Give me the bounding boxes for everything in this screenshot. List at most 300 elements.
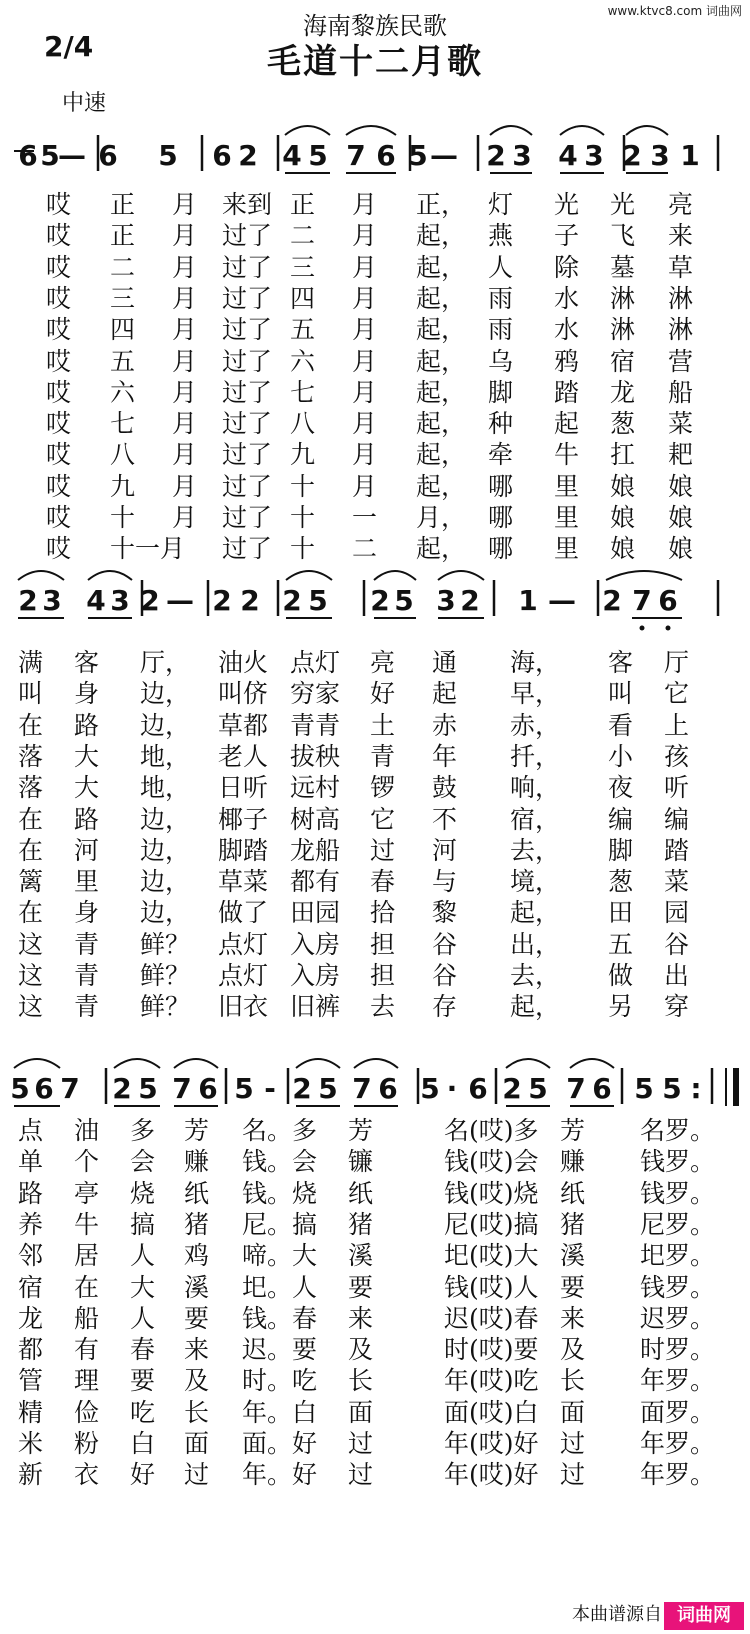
lyric-word: 点灯 <box>290 648 341 677</box>
lyric-word: 做 <box>608 961 634 990</box>
lyric-word: 月 <box>352 252 378 282</box>
lyric-word: 过 <box>370 835 396 865</box>
lyric-word: 客 <box>74 648 100 677</box>
lyric-word: 娘 <box>668 534 694 564</box>
lyric-word: 圯。人 <box>242 1272 318 1302</box>
lyric-word: 单 <box>18 1147 44 1177</box>
lyric-word: 谷 <box>432 929 458 959</box>
lyric-word: 哎 <box>46 377 72 407</box>
lyric-word: 五 <box>290 315 316 345</box>
lyric-word: 点灯 <box>218 929 269 959</box>
lyric-word: 溪 <box>184 1272 210 1302</box>
lyric-row <box>0 472 750 502</box>
site-watermark: www.ktvc8.com 词曲网 <box>607 4 742 18</box>
lyric-word: 响， <box>510 773 561 803</box>
lyric-row <box>0 253 750 283</box>
lyric-word: 叫 <box>18 679 44 709</box>
lyric-word: 里 <box>554 503 580 532</box>
lyric-word: 入房 <box>290 961 341 990</box>
lyric-word: 除 <box>554 252 580 282</box>
lyric-word: 夜 <box>608 773 634 803</box>
lyric-word: 老人 <box>218 741 269 771</box>
lyric-word: 月 <box>172 283 198 313</box>
lyric-word: 十 <box>110 503 136 532</box>
lyric-word: 墓 <box>610 252 636 282</box>
lyric-row <box>0 315 750 345</box>
lyric-word: 都 <box>18 1335 44 1365</box>
lyric-word: 菜 <box>668 409 694 439</box>
lyric-word: 叫 <box>608 679 634 709</box>
note: 3 <box>650 139 670 172</box>
lyric-word: 月 <box>352 440 378 470</box>
lyric-word: 面。好 <box>242 1429 318 1458</box>
lyric-word: 边， <box>140 710 191 740</box>
lyric-word: 它 <box>370 804 396 834</box>
lyric-word: 起， <box>416 346 467 376</box>
lyric-word: 落 <box>18 741 44 771</box>
lyric-word: 年 <box>432 741 458 771</box>
lyric-word: 起 <box>432 679 458 709</box>
lyric-row <box>0 1147 750 1177</box>
lyric-word: 赚 <box>184 1147 210 1177</box>
lyric-word: 过 <box>560 1460 586 1490</box>
note: - <box>264 1072 276 1105</box>
lyric-word: 正 <box>110 221 136 251</box>
lyric-word: 哎 <box>46 221 72 251</box>
lyric-word: 亭 <box>74 1178 100 1208</box>
lyric-row <box>0 773 750 803</box>
lyric-word: 十 <box>290 471 316 501</box>
lyric-word: 灯 <box>488 190 514 219</box>
note: 7 <box>566 1072 586 1105</box>
note: 2 <box>212 584 232 617</box>
lyric-word: 月 <box>352 315 378 345</box>
lyric-word: 赤 <box>432 710 458 740</box>
lyric-word: 营 <box>668 346 694 376</box>
note: 5 <box>234 1072 254 1105</box>
lyric-word: 脚 <box>488 377 514 407</box>
lyric-word: 年(哎)好 <box>444 1429 539 1458</box>
note: 2 <box>240 584 260 617</box>
lyric-word: 担 <box>370 929 396 959</box>
lyric-word: 龙 <box>18 1303 44 1333</box>
lyric-word: 时。吃 <box>242 1366 318 1396</box>
lyric-word: 年罗。 <box>640 1429 716 1458</box>
lyric-word: 一 <box>352 503 378 532</box>
lyric-word: 宿， <box>510 804 561 834</box>
lyric-word: 娘 <box>610 471 636 501</box>
lyric-word: 月 <box>352 409 378 439</box>
lyric-word: 厅， <box>140 648 191 677</box>
lyric-word: 远村 <box>290 773 341 803</box>
lyric-word: 扛 <box>610 440 636 470</box>
lyric-row <box>0 961 750 991</box>
lyric-word: 来 <box>348 1303 374 1333</box>
lyric-word: 时(哎)要 <box>444 1335 539 1365</box>
lyric-word: 及 <box>560 1335 586 1365</box>
lyric-word: 纸 <box>560 1178 586 1208</box>
lyric-word: 起， <box>416 409 467 439</box>
lyric-word: 五 <box>608 929 634 959</box>
lyric-word: 起， <box>416 534 467 564</box>
lyric-row <box>0 1398 750 1428</box>
lyric-word: 要 <box>348 1272 374 1302</box>
lyric-word: 亮 <box>370 648 396 677</box>
lyric-word: 七 <box>110 409 136 439</box>
note: 7 <box>352 1072 372 1105</box>
lyric-word: 月 <box>172 252 198 282</box>
lyric-word: 大 <box>130 1272 156 1302</box>
lyric-word: 日听 <box>218 773 269 803</box>
lyric-word: 篱 <box>18 867 44 897</box>
lyric-word: 月 <box>172 409 198 439</box>
lyric-word: 厅 <box>664 648 690 677</box>
lyric-word: 过了 <box>222 221 273 251</box>
lyric-word: 油火 <box>218 648 269 677</box>
lyric-word: 年。白 <box>242 1397 318 1427</box>
note: 2 <box>282 584 302 617</box>
lyric-word: 土 <box>370 710 396 740</box>
lyric-word: 过了 <box>222 252 273 282</box>
note: — <box>166 584 194 617</box>
lyric-word: 大 <box>74 773 100 803</box>
lyric-word: 入房 <box>290 929 341 959</box>
note: 1 <box>518 584 538 617</box>
note: 6 <box>198 1072 218 1105</box>
lyric-word: 来到 <box>222 190 273 219</box>
lyric-row <box>0 378 750 408</box>
note: 5 <box>318 1072 338 1105</box>
note: 3 <box>110 584 130 617</box>
lyric-word: 黎 <box>432 898 458 928</box>
lyric-word: 水 <box>554 283 580 313</box>
lyric-word: 好 <box>370 679 396 709</box>
lyric-word: 宿 <box>18 1272 44 1302</box>
lyric-word: 名罗。 <box>640 1116 716 1145</box>
lyric-row <box>0 930 750 960</box>
lyric-word: 去， <box>510 835 561 865</box>
lyric-word: 月 <box>172 190 198 219</box>
lyric-word: 起 <box>554 409 580 439</box>
lyric-word: 里 <box>554 471 580 501</box>
lyric-row <box>0 898 750 928</box>
note: 5 <box>634 1072 654 1105</box>
lyric-word: 鸦 <box>554 346 580 376</box>
lyric-word: 八 <box>110 440 136 470</box>
note: : <box>690 1072 702 1105</box>
lyric-row <box>0 534 750 564</box>
lyric-word: 脚踏 <box>218 835 269 865</box>
lyric-word: 哎 <box>46 503 72 532</box>
lyric-word: 哪 <box>488 503 514 532</box>
lyric-word: 赚 <box>560 1147 586 1177</box>
lyric-word: 纸 <box>348 1178 374 1208</box>
note: 2 <box>370 584 390 617</box>
note: 5 <box>158 139 178 172</box>
lyric-word: 拾 <box>370 898 396 928</box>
lyric-word: 哎 <box>46 283 72 313</box>
lyric-word: 在 <box>74 1272 100 1302</box>
lyric-word: 过了 <box>222 315 273 345</box>
note: 6 <box>18 139 38 172</box>
lyric-word: 去 <box>370 992 396 1022</box>
lyric-word: 编 <box>608 804 634 834</box>
note: 6 <box>592 1072 612 1105</box>
lyric-word: 龙船 <box>290 835 341 865</box>
lyric-word: 过了 <box>222 440 273 470</box>
lyric-word: 年罗。 <box>640 1460 716 1490</box>
lyric-word: 旧裤 <box>290 992 341 1022</box>
lyric-row <box>0 1429 750 1459</box>
lyric-row <box>0 867 750 897</box>
lyric-word: 光 <box>554 190 580 219</box>
lyric-word: 宿 <box>610 346 636 376</box>
lyric-word: 猪 <box>348 1209 374 1239</box>
lyric-row <box>0 1179 750 1209</box>
lyric-word: 通 <box>432 648 458 677</box>
lyric-word: 谷 <box>432 961 458 990</box>
lyric-word: 月 <box>172 471 198 501</box>
note: 2 <box>486 139 506 172</box>
lyric-word: 过了 <box>222 377 273 407</box>
lyric-word: 飞 <box>610 221 636 251</box>
note: 2 <box>140 584 160 617</box>
lyric-word: 过 <box>184 1460 210 1490</box>
lyric-word: 种 <box>488 409 514 439</box>
lyric-row <box>0 1241 750 1271</box>
lyric-word: 名(哎)多 <box>444 1116 539 1145</box>
note: 4 <box>86 584 106 617</box>
lyric-word: 起， <box>510 898 561 928</box>
lyric-word: 过了 <box>222 283 273 313</box>
lyric-row <box>0 1304 750 1334</box>
lyric-word: 椰子 <box>218 804 269 834</box>
lyric-word: 过了 <box>222 409 273 439</box>
lyric-word: 居 <box>74 1241 100 1271</box>
lyric-word: 淋 <box>610 283 636 313</box>
lyric-word: 葱 <box>608 867 634 897</box>
lyric-word: 田 <box>608 898 634 928</box>
lyric-word: 边， <box>140 898 191 928</box>
lyric-word: 管 <box>18 1366 44 1396</box>
lyric-word: 与 <box>432 867 458 897</box>
lyric-word: 长 <box>348 1366 374 1396</box>
note: 3 <box>512 139 532 172</box>
lyric-word: 河 <box>432 835 458 865</box>
lyric-word: 点灯 <box>218 961 269 990</box>
source-credit: 本曲谱源自 <box>572 1604 662 1625</box>
lyric-word: 扦， <box>510 741 561 771</box>
lyric-word: 在 <box>18 898 44 928</box>
lyric-word: 油 <box>74 1116 100 1145</box>
lyric-row <box>0 221 750 251</box>
lyric-word: 小 <box>608 741 634 771</box>
lyric-word: 满 <box>18 648 44 677</box>
lyric-word: 春 <box>130 1335 156 1365</box>
lyric-word: 哎 <box>46 190 72 219</box>
lyric-word: 编 <box>664 804 690 834</box>
lyric-word: 青 <box>74 929 100 959</box>
lyric-word: 纸 <box>184 1178 210 1208</box>
lyric-word: 钱。春 <box>242 1303 318 1333</box>
lyric-word: 路 <box>74 804 100 834</box>
lyric-word: 上 <box>664 710 690 740</box>
lyric-word: 听 <box>664 773 690 803</box>
lyric-word: 娘 <box>610 503 636 532</box>
note: 5 <box>138 1072 158 1105</box>
note: 6 <box>658 584 678 617</box>
note: 5 <box>528 1072 548 1105</box>
note: 3 <box>436 584 456 617</box>
lyric-word: 边， <box>140 867 191 897</box>
lyric-word: 船 <box>668 377 694 407</box>
lyric-word: 点 <box>18 1116 44 1145</box>
lyric-word: 钱。会 <box>242 1147 318 1177</box>
lyric-word: 出， <box>510 929 561 959</box>
note: 5 <box>408 139 428 172</box>
lyric-word: 青 <box>370 741 396 771</box>
lyric-word: 园 <box>664 898 690 928</box>
lyric-word: 长 <box>560 1366 586 1396</box>
note: 7 <box>632 584 652 617</box>
lyric-word: 过了 <box>222 346 273 376</box>
lyric-word: 及 <box>348 1335 374 1365</box>
site-logo: 词曲网 <box>664 1602 744 1630</box>
lyric-word: 起， <box>510 992 561 1022</box>
lyric-word: 娘 <box>668 471 694 501</box>
lyric-word: 穷家 <box>290 679 341 709</box>
lyric-row <box>0 284 750 314</box>
lyric-word: 六 <box>110 377 136 407</box>
lyric-word: 月 <box>172 315 198 345</box>
lyric-word: 人 <box>130 1241 156 1271</box>
lyric-word: 钱罗。 <box>640 1147 716 1177</box>
note: 5 <box>394 584 414 617</box>
lyric-row <box>0 711 750 741</box>
lyric-word: 哪 <box>488 471 514 501</box>
note: 6 <box>212 139 232 172</box>
lyric-word: 啼。大 <box>242 1241 318 1271</box>
lyric-word: 哎 <box>46 440 72 470</box>
lyric-word: 迟罗。 <box>640 1303 716 1333</box>
lyric-word: 钱罗。 <box>640 1178 716 1208</box>
lyric-word: 及 <box>184 1366 210 1396</box>
lyric-word: 哎 <box>46 471 72 501</box>
lyric-row <box>0 742 750 772</box>
lyric-word: 大 <box>74 741 100 771</box>
lyric-row <box>0 992 750 1022</box>
lyric-row <box>0 440 750 470</box>
lyric-word: 淋 <box>668 283 694 313</box>
lyric-word: 河 <box>74 835 100 865</box>
lyric-word: 白 <box>130 1429 156 1458</box>
lyric-word: 养 <box>18 1209 44 1239</box>
lyric-word: 在 <box>18 710 44 740</box>
lyric-word: 月 <box>352 221 378 251</box>
note: 4 <box>282 139 302 172</box>
lyric-word: 新 <box>18 1460 44 1490</box>
lyric-word: 七 <box>290 377 316 407</box>
lyric-word: 十 <box>290 534 316 564</box>
lyric-word: 牵 <box>488 440 514 470</box>
note: 2 <box>502 1072 522 1105</box>
lyric-word: 过了 <box>222 503 273 532</box>
lyric-word: 面 <box>348 1397 374 1427</box>
lyric-word: 正， <box>416 190 467 219</box>
lyric-word: 起， <box>416 471 467 501</box>
lyric-word: 叫侪 <box>218 679 269 709</box>
lyric-word: 穿 <box>664 992 690 1022</box>
lyric-word: 鲜？ <box>140 992 191 1022</box>
note: 1 <box>680 139 700 172</box>
note: 2 <box>602 584 622 617</box>
lyric-word: 担 <box>370 961 396 990</box>
note: 2 <box>18 584 38 617</box>
lyric-word: 哎 <box>46 252 72 282</box>
lyric-word: 钱罗。 <box>640 1272 716 1302</box>
lyric-word: 起， <box>416 252 467 282</box>
lyric-word: 来 <box>184 1335 210 1365</box>
lyric-word: 谷 <box>664 929 690 959</box>
lyric-word: 脚 <box>608 835 634 865</box>
lyric-word: 钱(哎)会 <box>444 1147 539 1177</box>
lyric-word: 在 <box>18 835 44 865</box>
lyric-word: 青 <box>74 992 100 1022</box>
note: 3 <box>42 584 62 617</box>
lyric-word: 做了 <box>218 898 269 928</box>
lyric-word: 燕 <box>488 221 514 251</box>
lyric-word: 去， <box>510 961 561 990</box>
lyric-word: 年(哎)吃 <box>444 1366 539 1396</box>
lyric-word: 九 <box>290 440 316 470</box>
lyric-word: 里 <box>554 534 580 564</box>
lyric-word: 这 <box>18 929 44 959</box>
lyric-word: 子 <box>554 221 580 251</box>
lyric-row <box>0 1210 750 1240</box>
lyric-word: 粉 <box>74 1429 100 1458</box>
lyric-word: 乌 <box>488 346 514 376</box>
lyric-word: 龙 <box>610 377 636 407</box>
lyric-word: 娘 <box>610 534 636 564</box>
lyric-word: 十一月 <box>110 534 186 564</box>
lyric-word: 月 <box>352 377 378 407</box>
lyric-word: 正 <box>110 190 136 219</box>
lyric-row <box>0 190 750 220</box>
lyric-word: 芳 <box>184 1116 210 1145</box>
note: 7 <box>60 1072 80 1105</box>
lyric-word: 十 <box>290 503 316 532</box>
lyric-word: 哎 <box>46 409 72 439</box>
lyric-word: 来 <box>668 221 694 251</box>
lyric-word: 起， <box>416 315 467 345</box>
note: 2 <box>292 1072 312 1105</box>
lyric-word: 精 <box>18 1397 44 1427</box>
lyric-word: 月 <box>172 503 198 532</box>
lyric-word: 猪 <box>560 1209 586 1239</box>
lyric-word: 在 <box>18 804 44 834</box>
lyric-word: 三 <box>110 283 136 313</box>
lyric-word: 它 <box>664 679 690 709</box>
note: 6 <box>468 1072 488 1105</box>
note: 6 <box>34 1072 54 1105</box>
note: — <box>548 584 576 617</box>
lyric-word: 踏 <box>554 377 580 407</box>
note: 3 <box>584 139 604 172</box>
lyric-row <box>0 1116 750 1146</box>
time-signature: 2/4 <box>44 30 94 63</box>
lyric-row <box>0 409 750 439</box>
lyric-word: 钱(哎)人 <box>444 1272 539 1302</box>
